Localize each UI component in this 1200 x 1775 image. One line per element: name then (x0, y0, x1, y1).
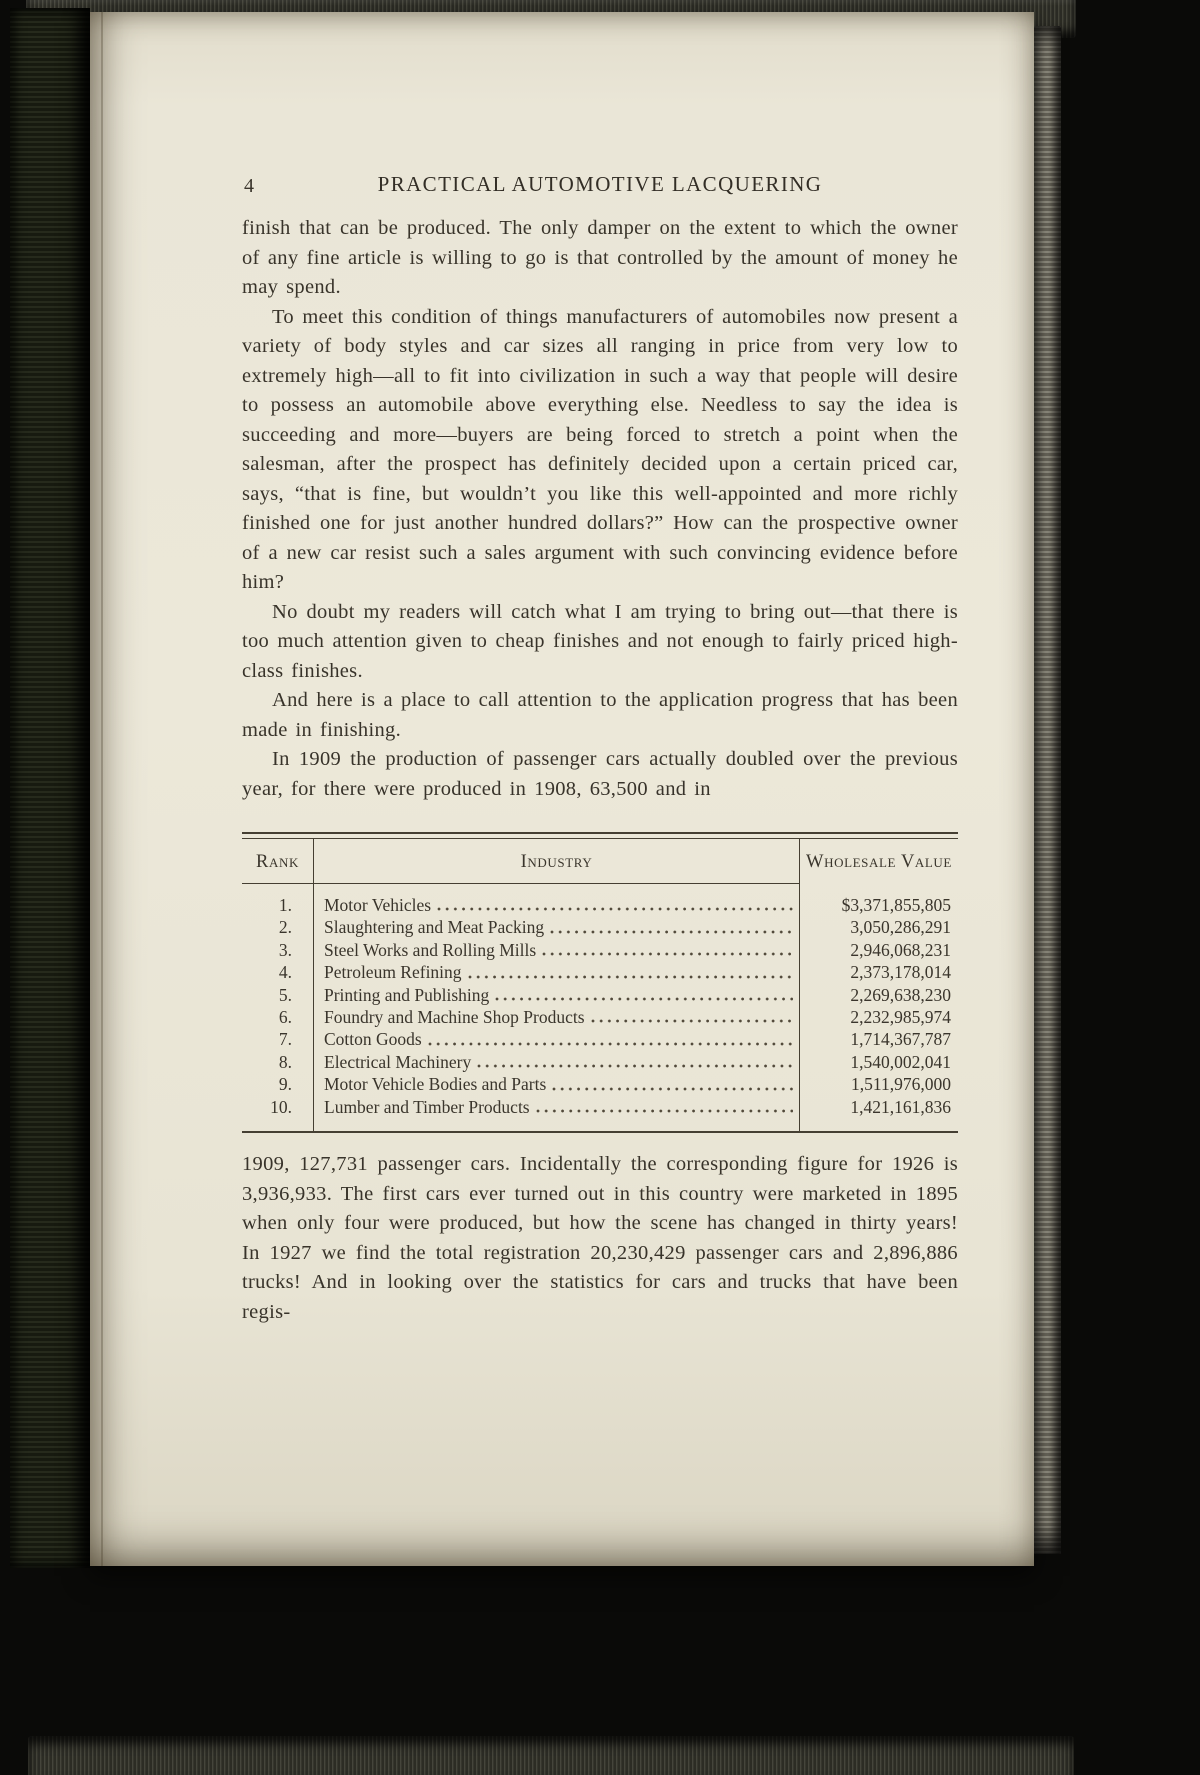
table-header-industry: Industry (314, 839, 800, 884)
dot-leader (495, 996, 793, 1002)
table-row (242, 1073, 958, 1095)
industry-name: Lumber and Timber Products (324, 1096, 530, 1117)
industry-name: Petroleum Refining (324, 962, 462, 983)
book-spine (10, 8, 90, 1568)
table-header-row (242, 839, 958, 884)
value-cell: 2,269,638,230 (850, 984, 951, 1005)
dot-leader (437, 906, 793, 912)
value-cell: 3,050,286,291 (850, 917, 951, 938)
dot-leader (428, 1041, 793, 1047)
industry-name: Steel Works and Rolling Mills (324, 939, 537, 960)
table-grid (242, 839, 958, 1133)
paragraph: To meet this condition of things manufacturers of automobiles now present a variety of body styles and car sizes all ranging in price from very low to extremely high—all to fit into civilization in such a way that people will desire to possess an automobile above everything else. Needless to say the idea is succeeding and more—buyers are being forced to stretch a point when the salesman, after the prospect has definitely decided upon a certain priced car, says, “that is fine, but wouldn’t you like this well-appointed and more richly finished one for just another hundred dollars?” How can the prospective owner of a new car resist such a sales argument with such convincing evidence before him? (242, 305, 958, 593)
value-cell: 1,714,367,787 (850, 1029, 951, 1050)
dot-leader (550, 929, 793, 935)
rank-cell: 6. (242, 1006, 314, 1028)
dot-leader (468, 974, 793, 980)
rank-cell: 3. (242, 939, 314, 961)
paragraph: finish that can be produced. The only damper on the extent to which the owner of any fine article is willing to go is that controlled by the amount of money he may spend. (242, 217, 958, 298)
industry-name: Slaughtering and Meat Packing (324, 917, 545, 938)
industry-cell (314, 939, 800, 961)
industry-name: Motor Vehicle Bodies and Parts (324, 1074, 547, 1095)
rank-cell: 8. (242, 1051, 314, 1073)
rank-cell: 7. (242, 1028, 314, 1050)
rank-cell: 5. (242, 984, 314, 1006)
book-cover-bottom-edge (28, 1736, 1074, 1775)
table-row (242, 961, 958, 983)
dot-leader (536, 1108, 793, 1114)
industry-name: Printing and Publishing (324, 984, 490, 1005)
industry-cell (314, 1051, 800, 1073)
table-row (242, 984, 958, 1006)
industry-name: Electrical Machinery (324, 1051, 472, 1072)
rank-cell: 9. (242, 1073, 314, 1095)
page-number: 4 (244, 175, 254, 197)
book-page (90, 12, 1034, 1566)
industry-name: Foundry and Machine Shop Products (324, 1007, 585, 1028)
value-cell: 1,511,976,000 (851, 1074, 951, 1095)
table-header-value: Wholesale Value (806, 852, 952, 872)
industry-name: Motor Vehicles (324, 895, 432, 915)
industry-cell (314, 961, 800, 983)
paragraph: And here is a place to call attention to the application progress that has been made in finishing. (242, 689, 958, 741)
page-header (242, 172, 958, 202)
table-top-rule (242, 832, 958, 839)
dot-leader (552, 1086, 793, 1092)
industry-cell (314, 1028, 800, 1050)
rank-cell: 1. (242, 884, 314, 916)
industry-cell (314, 984, 800, 1006)
table-row (242, 1051, 958, 1073)
body-text-top (242, 214, 958, 804)
rank-cell: 2. (242, 916, 314, 938)
table-body (242, 884, 958, 1131)
industry-cell (314, 1006, 800, 1028)
rank-cell: 10. (242, 1096, 314, 1131)
industry-cell (314, 916, 800, 938)
table-row (242, 1096, 958, 1131)
table-row (242, 1028, 958, 1050)
running-title: PRACTICAL AUTOMOTIVE LACQUERING (377, 172, 823, 196)
industry-cell (314, 1096, 800, 1131)
table-row (242, 884, 958, 916)
industry-name: Cotton Goods (324, 1029, 422, 1050)
paragraph: 1909, 127,731 passenger cars. Incidentally the corresponding figure for 1926 is 3,936,933. The first cars ever turned out in this country were marketed in 1895 when only four were produced, but how the scene has changed in thirty years! In 1927 we find the total registration 20,230,429 passenger cars and 2,896,886 trucks! And in looking over the statistics for cars and trucks that have been regis- (242, 1153, 958, 1323)
industry-cell (314, 1073, 800, 1095)
value-cell: 2,232,985,974 (850, 1007, 951, 1028)
table-header-rank: Rank (242, 839, 314, 884)
paragraph: In 1909 the production of passenger cars actually doubled over the previous year, for there were produced in 1908, 63,500 and in (242, 748, 958, 800)
value-cell: 1,421,161,836 (850, 1096, 951, 1117)
table-row (242, 939, 958, 961)
value-cell: $3,371,855,805 (841, 895, 951, 915)
rank-cell: 4. (242, 961, 314, 983)
value-cell: 1,540,002,041 (850, 1051, 951, 1072)
page-fore-edge (1034, 26, 1061, 1554)
body-text-bottom (242, 1150, 958, 1327)
industry-cell (314, 884, 800, 916)
dot-leader (542, 951, 793, 957)
dot-leader (591, 1018, 793, 1024)
table-row (242, 916, 958, 938)
value-cell: 2,946,068,231 (850, 939, 951, 960)
value-cell: 2,373,178,014 (850, 962, 951, 983)
paragraph: No doubt my readers will catch what I am trying to bring out—that there is too much attention given to cheap finishes and not enough to fairly priced high-class finishes. (242, 600, 958, 682)
dot-leader (477, 1063, 793, 1069)
industry-table (242, 832, 958, 1133)
table-row (242, 1006, 958, 1028)
